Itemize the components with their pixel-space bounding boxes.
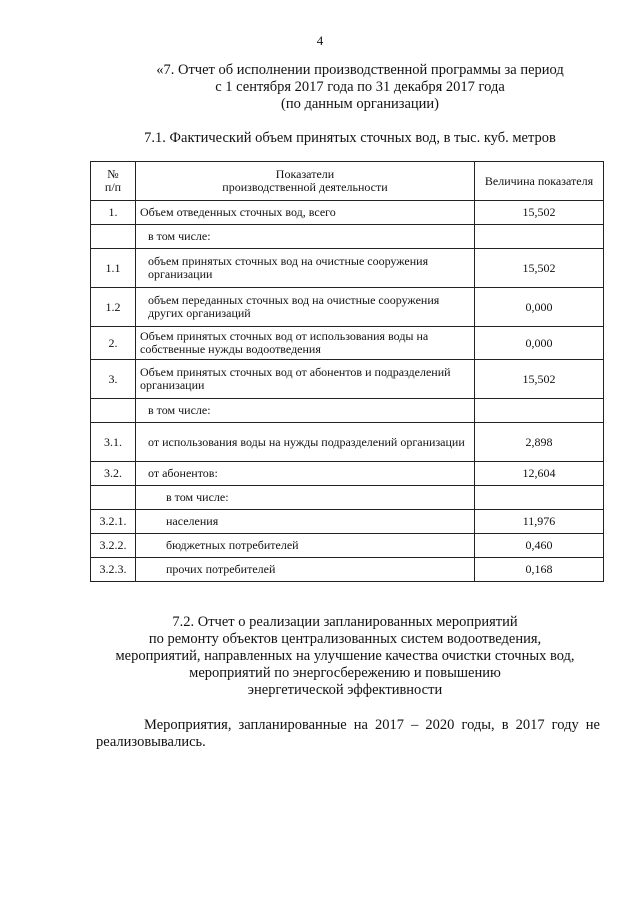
table-row bbox=[91, 201, 604, 225]
row-value bbox=[475, 486, 604, 510]
row-value: 0,000 bbox=[475, 327, 604, 360]
header-name-cell bbox=[136, 162, 475, 201]
table-row bbox=[91, 423, 604, 462]
table-row bbox=[91, 534, 604, 558]
header-name-line: производственной деятельности bbox=[222, 180, 388, 194]
header-name-line: Показатели bbox=[275, 167, 335, 181]
row-name: в том числе: bbox=[136, 486, 475, 510]
row-value: 15,502 bbox=[475, 201, 604, 225]
table-row bbox=[91, 399, 604, 423]
row-value: 11,976 bbox=[475, 510, 604, 534]
row-name: от абонентов: bbox=[136, 462, 475, 486]
row-value: 2,898 bbox=[475, 423, 604, 462]
row-value: 0,460 bbox=[475, 534, 604, 558]
row-num: 3.2. bbox=[91, 462, 136, 486]
row-name: прочих потребителей bbox=[136, 558, 475, 582]
indicators-table bbox=[90, 161, 604, 582]
section-title-line: (по данным организации) bbox=[280, 96, 439, 112]
row-num: 1.1 bbox=[91, 249, 136, 288]
row-num: 3.2.1. bbox=[91, 510, 136, 534]
row-num bbox=[91, 225, 136, 249]
row-name: в том числе: bbox=[136, 399, 475, 423]
table-header-row bbox=[91, 162, 604, 201]
row-value: 0,000 bbox=[475, 288, 604, 327]
row-name: населения bbox=[136, 510, 475, 534]
table-row bbox=[91, 486, 604, 510]
row-value bbox=[475, 399, 604, 423]
section-title bbox=[120, 62, 600, 113]
table-row bbox=[91, 225, 604, 249]
row-num: 2. bbox=[91, 327, 136, 360]
row-name: бюджетных потребителей bbox=[136, 534, 475, 558]
section2-title-line: 7.2. Отчет о реализации запланированных мероприятий bbox=[172, 614, 518, 630]
section2-title bbox=[90, 614, 600, 699]
row-num: 3. bbox=[91, 360, 136, 399]
section2-title-line: мероприятий, направленных на улучшение качества очистки сточных вод, bbox=[115, 648, 575, 664]
header-num-line: п/п bbox=[104, 180, 122, 194]
table-row bbox=[91, 249, 604, 288]
row-name: от использования воды на нужды подразделений организации bbox=[136, 423, 475, 462]
row-name: Объем принятых сточных вод от абонентов и подразделений организации bbox=[136, 360, 475, 399]
row-num: 3.2.2. bbox=[91, 534, 136, 558]
row-name: объем принятых сточных вод на очистные сооружения организации bbox=[136, 249, 475, 288]
row-value: 15,502 bbox=[475, 360, 604, 399]
table-row bbox=[91, 360, 604, 399]
body-paragraph: Мероприятия, запланированные на 2017 – 2020 годы, в 2017 году не реализовывались. bbox=[96, 717, 600, 750]
row-name: Объем отведенных сточных вод, всего bbox=[136, 201, 475, 225]
row-num bbox=[91, 486, 136, 510]
header-num-line: № bbox=[107, 167, 119, 181]
table-row bbox=[91, 327, 604, 360]
table-row bbox=[91, 288, 604, 327]
row-name: Объем принятых сточных вод от использования воды на собственные нужды водоотведения bbox=[136, 327, 475, 360]
header-value-cell: Величина показателя bbox=[475, 162, 604, 201]
row-value: 12,604 bbox=[475, 462, 604, 486]
section-title-line: «7. Отчет об исполнении производственной программы за период bbox=[156, 62, 564, 78]
row-value bbox=[475, 225, 604, 249]
row-name: объем переданных сточных вод на очистные сооружения других организаций bbox=[136, 288, 475, 327]
header-num-cell bbox=[91, 162, 136, 201]
table-row bbox=[91, 462, 604, 486]
section2-title-line: по ремонту объектов централизованных систем водоотведения, bbox=[148, 631, 542, 647]
row-value: 15,502 bbox=[475, 249, 604, 288]
page-number: 4 bbox=[316, 33, 324, 48]
row-value: 0,168 bbox=[475, 558, 604, 582]
row-num: 1. bbox=[91, 201, 136, 225]
table-row bbox=[91, 510, 604, 534]
row-num bbox=[91, 399, 136, 423]
section2-title-line: энергетической эффективности bbox=[247, 682, 443, 698]
row-num: 1.2 bbox=[91, 288, 136, 327]
row-num: 3.1. bbox=[91, 423, 136, 462]
section-title-line: с 1 сентября 2017 года по 31 декабря 2017 года bbox=[215, 79, 505, 95]
subsection-title: 7.1. Фактический объем принятых сточных вод, в тыс. куб. метров bbox=[144, 130, 556, 146]
row-name: в том числе: bbox=[136, 225, 475, 249]
table-row bbox=[91, 558, 604, 582]
section2-title-line: мероприятий по энергосбережению и повышению bbox=[189, 665, 501, 681]
row-num: 3.2.3. bbox=[91, 558, 136, 582]
